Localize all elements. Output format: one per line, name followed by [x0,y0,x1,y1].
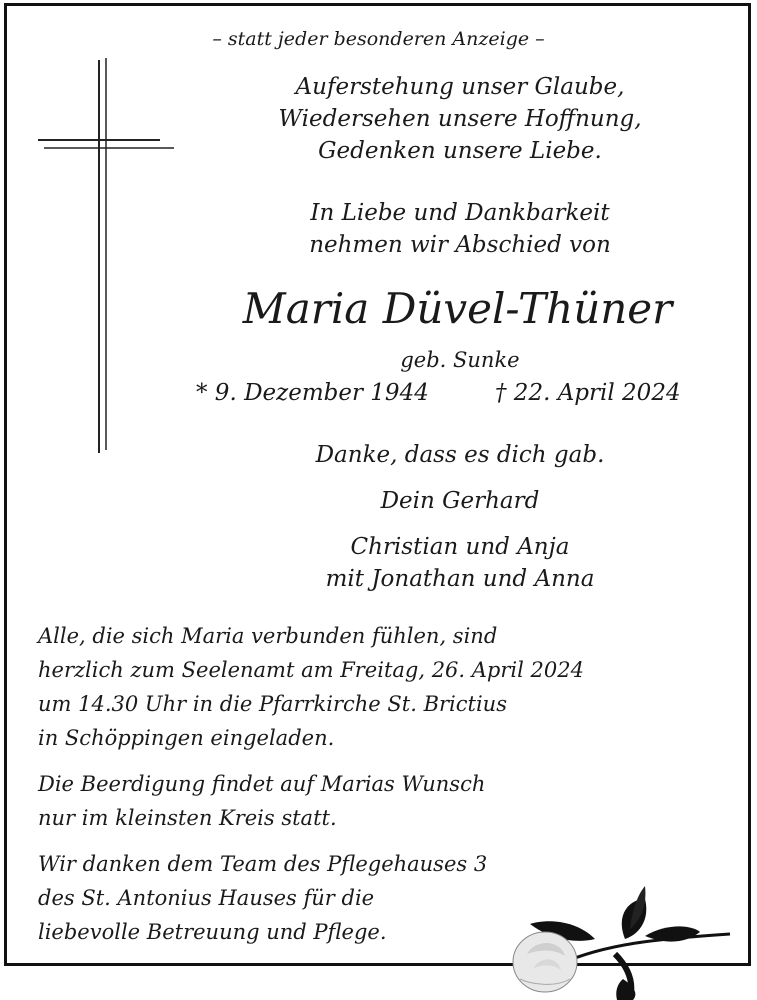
cross-icon [38,58,174,458]
thanks-team-line-1: Wir danken dem Team des Pflegehauses 3 [38,852,488,876]
verse-line-1: Auferstehung unser Glaube, [295,74,625,100]
burial-line-2: nur im kleinsten Kreis statt. [38,806,337,830]
birth-date: * 9. Dezember 1944 [196,380,429,406]
mourner-line-1: Dein Gerhard [380,488,540,514]
farewell-line-2: nehmen wir Abschied von [309,232,611,258]
thanks-team-line-3: liebevolle Betreuung und Pflege. [38,920,387,944]
mass-line-4: in Schöppingen eingeladen. [38,726,335,750]
mass-line-2: herzlich zum Seelenamt am Freitag, 26. April 2024 [38,658,584,682]
intro-line: – statt jeder besonderen Anzeige – [212,28,545,50]
rose-icon [505,884,735,1000]
burial-line-1: Die Beerdigung findet auf Marias Wunsch [38,772,486,796]
death-date: † 22. April 2024 [495,380,681,406]
verse-line-3: Gedenken unsere Liebe. [318,138,602,164]
mass-line-1: Alle, die sich Maria verbunden fühlen, sind [38,624,498,648]
verse-line-2: Wiedersehen unsere Hoffnung, [278,106,642,132]
maiden-name: geb. Sunke [400,348,520,372]
thanks-line: Danke, dass es dich gab. [315,442,605,468]
thanks-team-line-2: des St. Antonius Hauses für die [38,886,375,910]
mourner-line-2: Christian und Anja [350,534,570,560]
mourner-line-3: mit Jonathan und Anna [325,566,595,592]
farewell-line-1: In Liebe und Dankbarkeit [310,200,610,226]
deceased-name: Maria Düvel-Thüner [242,284,673,333]
mass-line-3: um 14.30 Uhr in die Pfarrkirche St. Brictius [38,692,507,716]
